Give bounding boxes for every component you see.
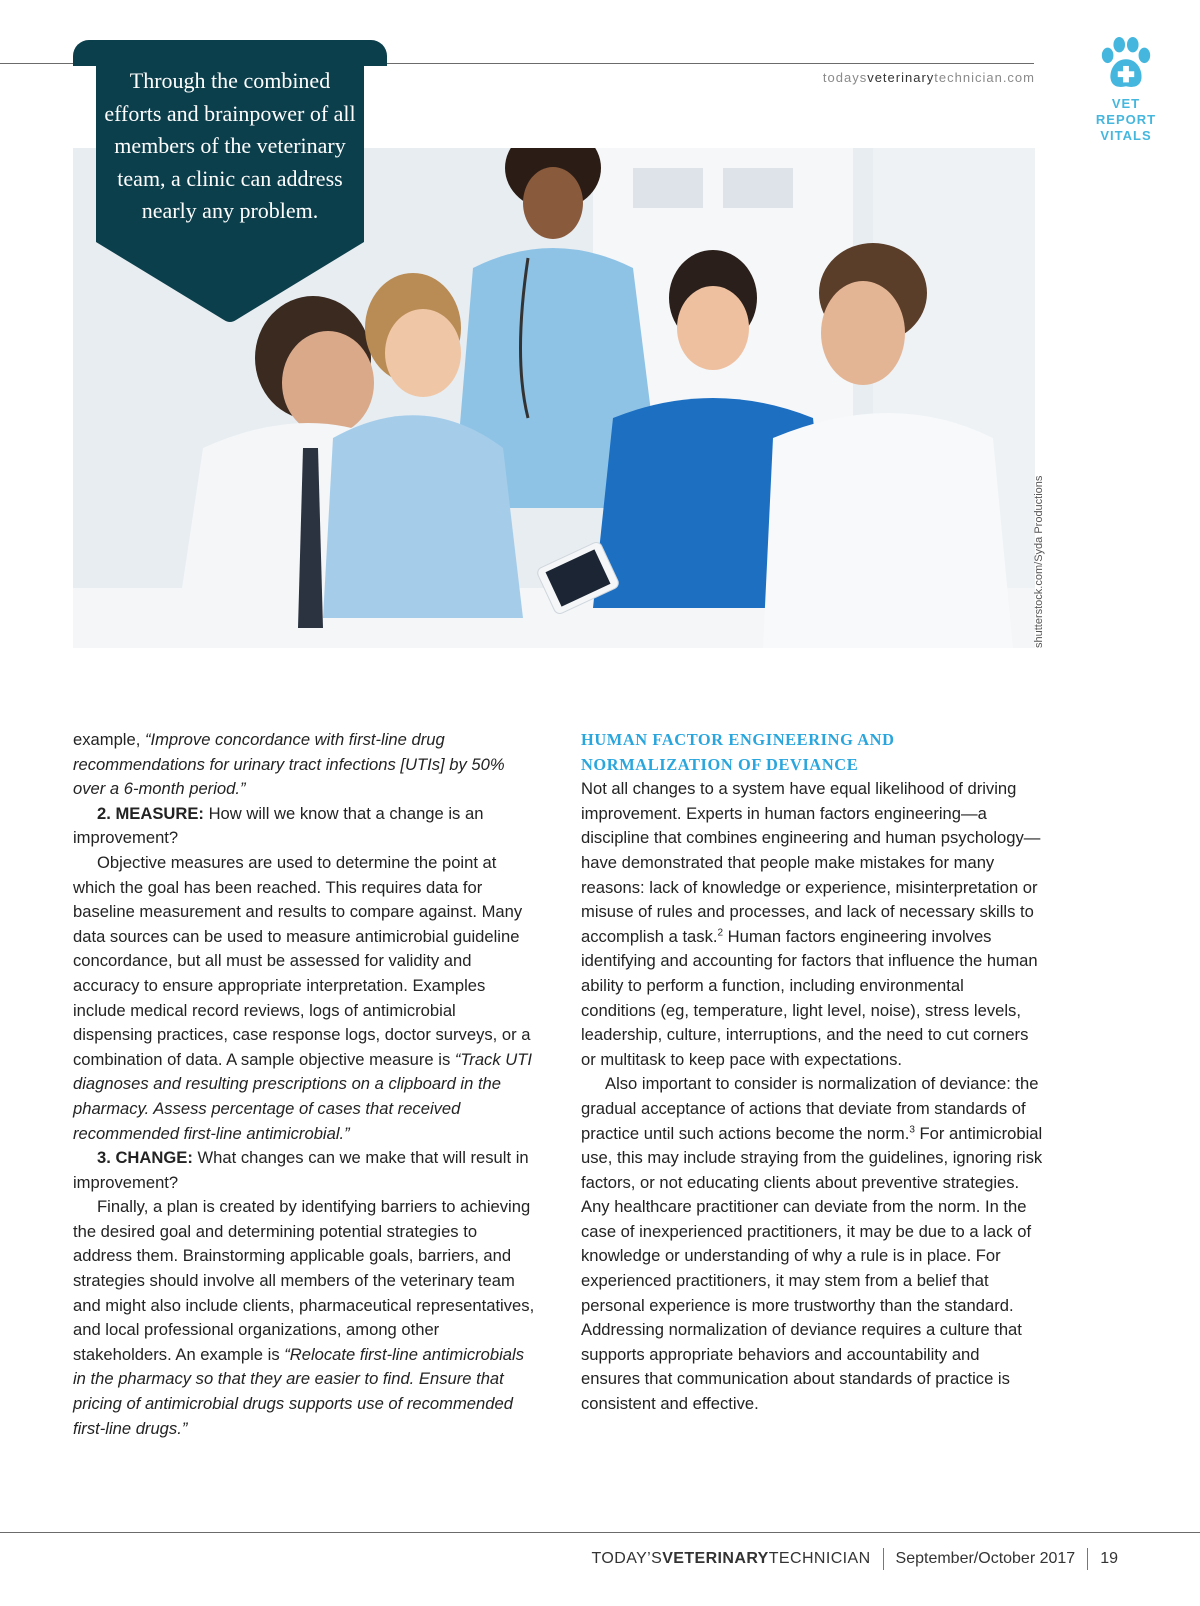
page-footer <box>592 1548 1118 1570</box>
page-number: 19 <box>1100 1550 1118 1567</box>
brand-veterinary: VETERINARY <box>662 1550 769 1567</box>
site-url[interactable] <box>823 70 1035 85</box>
vet-report-vitals-badge <box>1082 36 1170 144</box>
left-column <box>73 728 535 1441</box>
paw-cross-icon <box>1097 36 1155 94</box>
badge-line-report: REPORT <box>1095 112 1157 127</box>
objective-measures-paragraph <box>73 851 535 1146</box>
badge-line-vitals: VITALS <box>1100 128 1152 143</box>
section-heading-line1: HUMAN FACTOR ENGINEERING AND <box>581 730 895 749</box>
change-paragraph <box>73 1146 535 1195</box>
footer-rule <box>0 1532 1200 1533</box>
brand-todays: TODAY’S <box>591 1550 663 1567</box>
change-label: 3. CHANGE: <box>97 1148 193 1168</box>
brand-technician: TECHNICIAN <box>768 1550 871 1567</box>
human-factors-text-b: Human factors engineering involves identifying and accounting for factors that influence the human ability to perform a function, including environmental conditions (eg, temperature, light level, noise), stress levels, leadership, culture, interruptions, and the need to cut corners or multitask to keep pace with expectations. <box>581 926 1038 1069</box>
pull-quote <box>96 54 364 324</box>
issue-date: September/October 2017 <box>895 1550 1076 1567</box>
plan-quote: “Relocate first-line antimicrobials in the pharmacy so that they are easier to find. Ensure that pricing of antimicrobial drugs supports use of recommended first-line drugs.” <box>73 1344 525 1438</box>
objective-measure-quote: “Track UTI diagnoses and resulting prescriptions on a clipboard in the pharmacy. Assess percentage of cases that received recommended first-line antimicrobial.” <box>73 1049 532 1143</box>
badge-line-vet: VET <box>1111 96 1141 111</box>
objective-measures-text: Objective measures are used to determine the point at which the goal has been reached. This requires data for baseline measurement and results to compare against. Many data sources can be used to measure antimicrobial guideline concordance, but all must be assessed for validity and accuracy to ensure appropriate interpretation. Examples include medical record reviews, logs of antimicrobial dispensing practices, case response logs, doctor surveys, or a combination of data. A sample objective measure is <box>73 852 531 1069</box>
url-prefix: todays <box>822 70 868 85</box>
goal-example-quote: “Improve concordance with first-line drug recommendations for urinary tract infections [UTIs] by 50% over a 6-month period.” <box>73 730 505 799</box>
reference-2[interactable]: 2 <box>717 927 724 939</box>
footer-divider <box>1087 1548 1088 1570</box>
pull-quote-text: Through the combined efforts and brainpower of all members of the veterinary team, a clinic can address nearly any problem. <box>104 68 356 223</box>
right-column <box>581 728 1043 1417</box>
deviance-text-b: For antimicrobial use, this may include straying from the guidelines, ignoring risk factors, or not educating clients about preventive strategies. Any healthcare practitioner can deviate from the norm. In the case of inexperienced practitioners, it may be due to a lack of knowledge or understanding of why a rule is in place. For experienced practitioners, it may stem from a belief that personal experience is more trustworthy than the standard. Addressing normalization of deviance requires a culture that supports appropriate behaviors and accountability and ensures that communication about standards of practice is consistent and effective. <box>581 1123 1043 1414</box>
section-heading <box>581 728 1043 777</box>
section-heading-line2: NORMALIZATION OF DEVIANCE <box>581 754 859 774</box>
plan-text: Finally, a plan is created by identifying barriers to achieving the desired goal and determining potential strategies to address them. Brainstorming applicable goals, barriers, and strategies should involve all members of the veterinary team and might also include clients, pharmaceutical representatives, and local professional organizations, among other stakeholders. An example is <box>73 1197 535 1364</box>
human-factors-text-a: Not all changes to a system have equal likelihood of driving improvement. Experts in human factors engineering—a discipline that combines engineering and human psychology—have demonstrated that people make mistakes for many reasons: lack of knowledge or experience, misinterpretation or misuse of rules and processes, and lack of necessary skills to accomplish a task. <box>581 779 1041 946</box>
goal-example-lead: example, <box>73 730 145 749</box>
deviance-text-a: Also important to consider is normalization of deviance: the gradual acceptance of actions that deviate from standards of practice until such actions become the norm. <box>581 1074 1039 1143</box>
magazine-brand <box>592 1550 871 1568</box>
url-bold: veterinary <box>867 70 935 85</box>
goal-example-paragraph <box>73 728 535 802</box>
measure-paragraph <box>73 802 535 851</box>
measure-label: 2. MEASURE: <box>97 803 204 823</box>
plan-paragraph <box>73 1195 535 1441</box>
measure-question: How will we know that a change is an improvement? <box>73 803 484 848</box>
reference-3[interactable]: 3 <box>909 1123 915 1135</box>
change-question: What changes can we make that will result in improvement? <box>73 1148 529 1192</box>
photo-credit: shutterstock.com/Syda Productions <box>1033 475 1045 648</box>
human-factors-paragraph <box>581 777 1043 1072</box>
url-suffix: technician.com <box>934 70 1035 85</box>
footer-divider <box>883 1548 884 1570</box>
deviance-paragraph <box>581 1072 1043 1416</box>
